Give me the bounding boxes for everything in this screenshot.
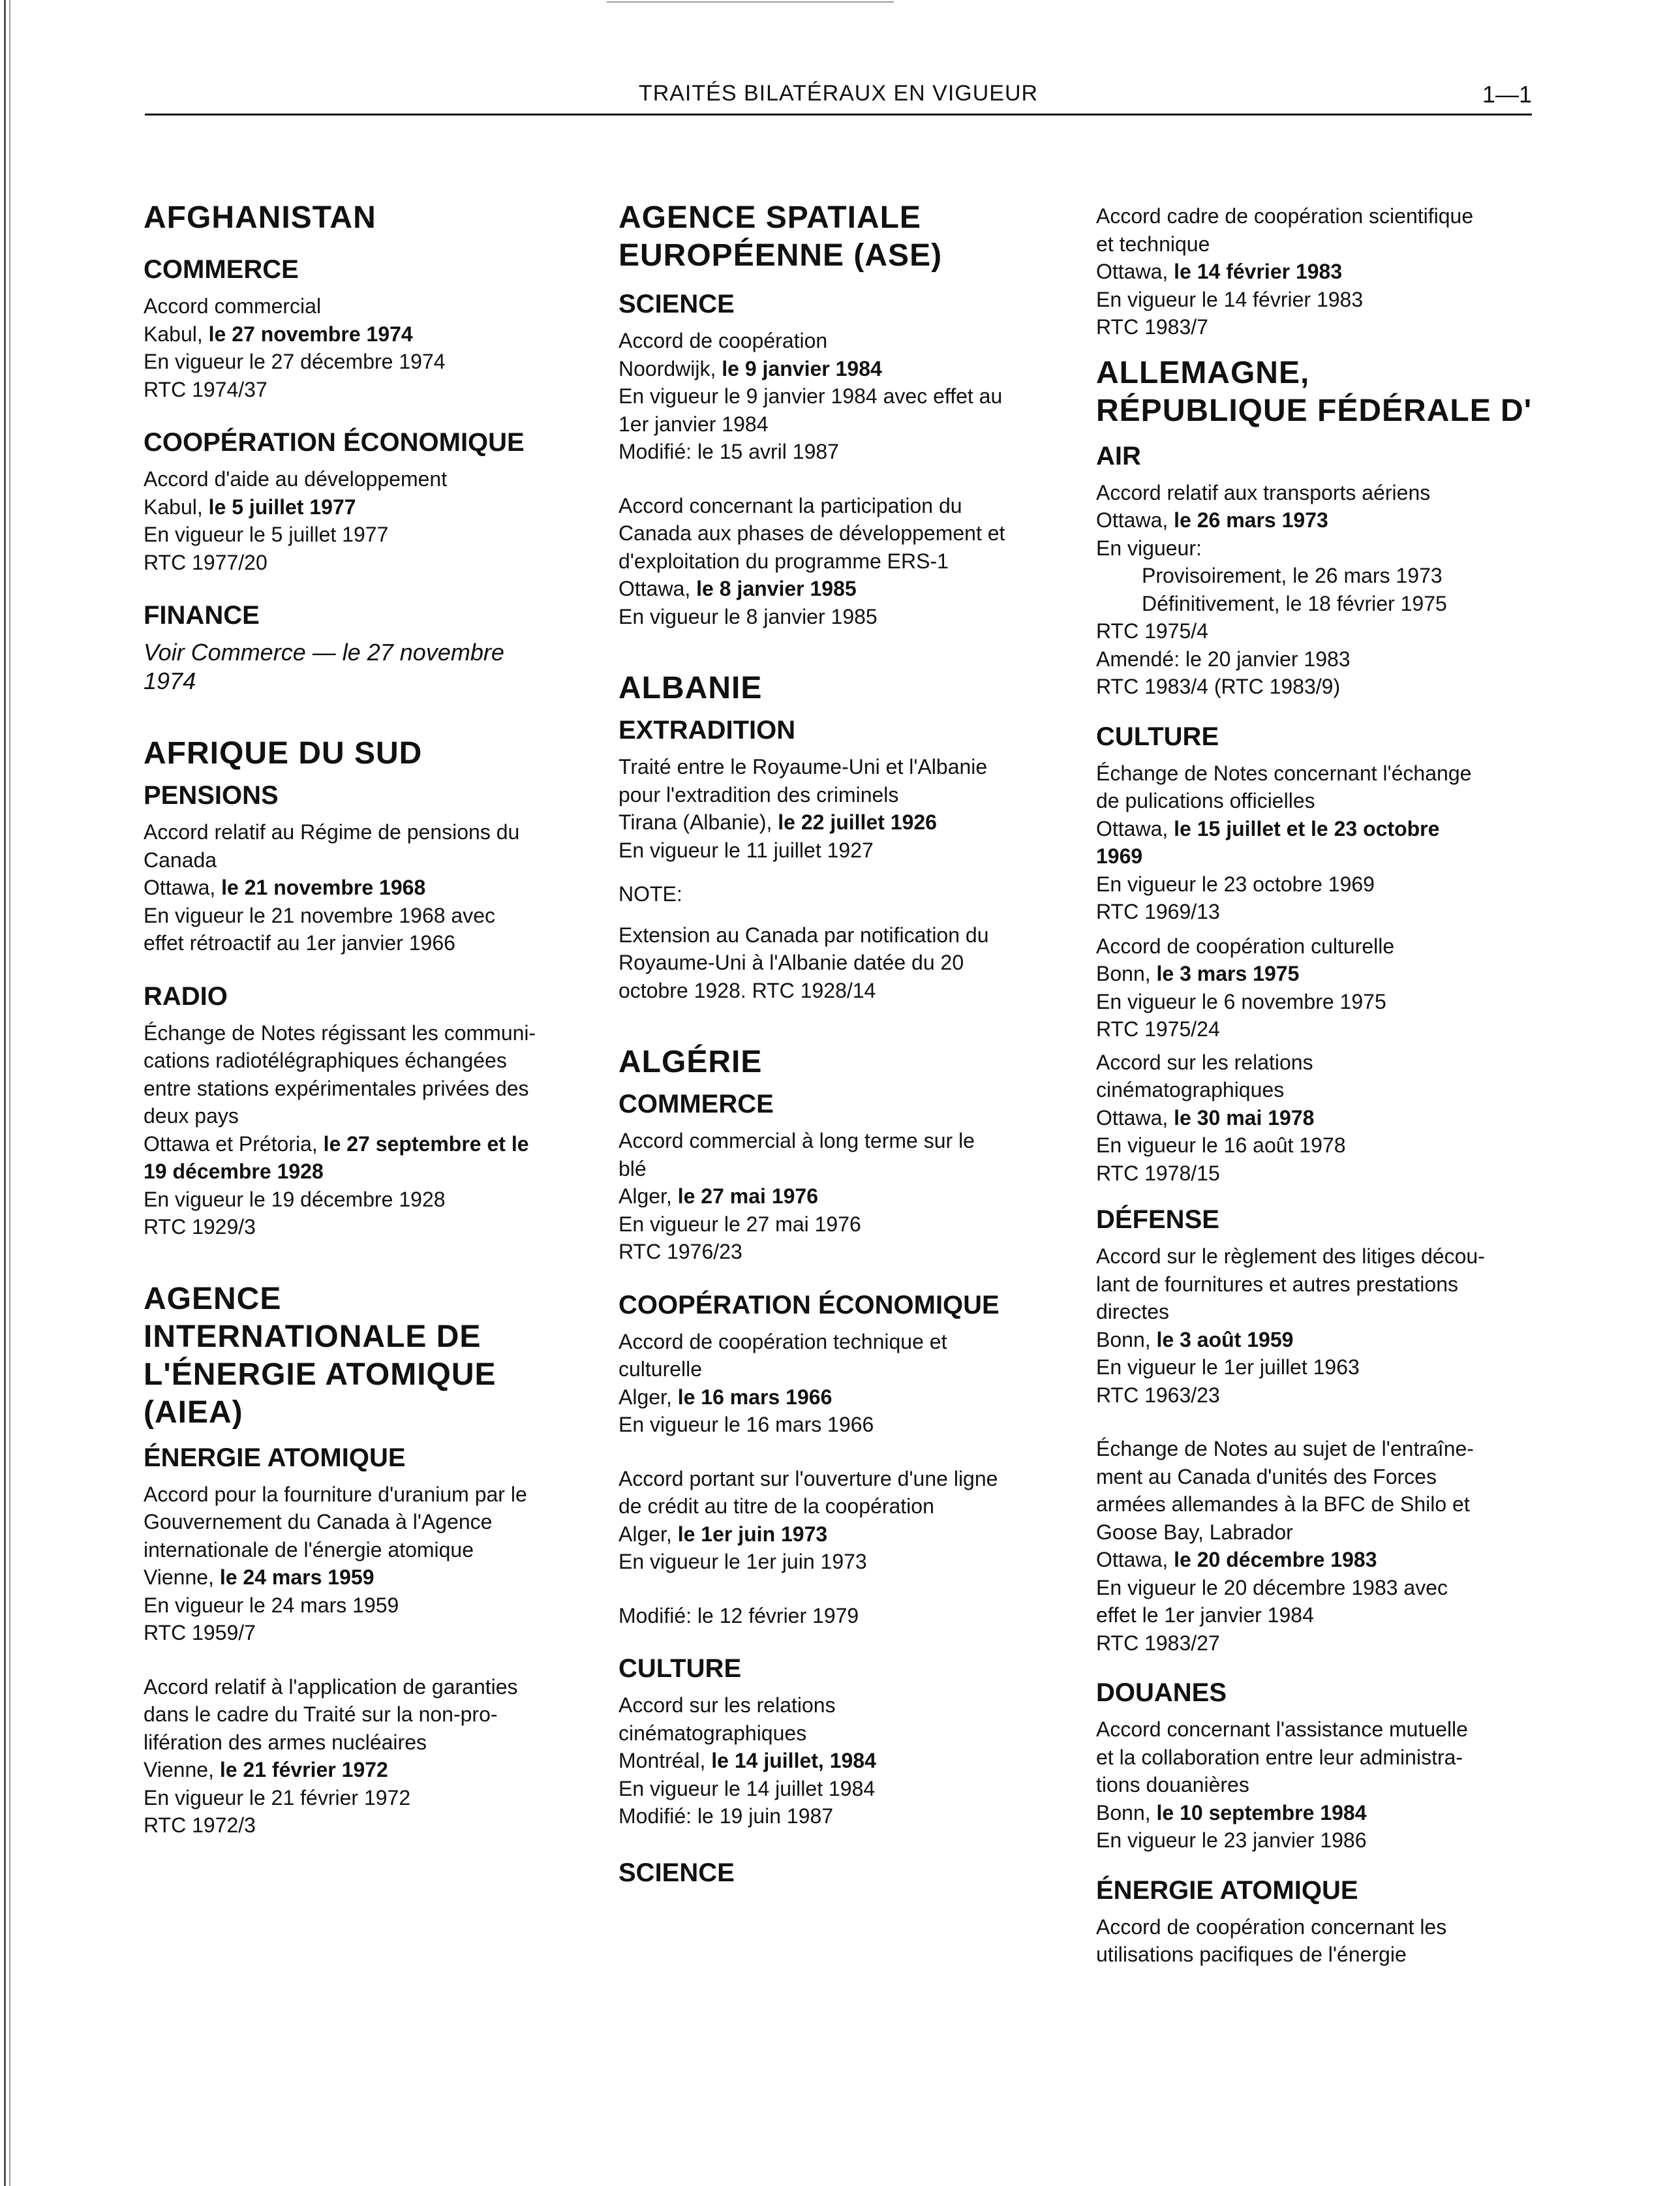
treaty-entry: Accord relatif au Régime de pensions du Canada Ottawa, le 21 novembre 1968 En vigueur le 21 novembre 1968 avec effet rétroactif au 1er janvier 1966	[144, 820, 520, 955]
treaty-entry: Accord cadre de coopération scientifique et technique Ottawa, le 14 février 1983 En vigueur le 14 février 1983 RTC 1983/7	[1096, 204, 1474, 339]
treaty-entry: Accord concernant la participation du Canada aux phases de développement et d'exploitation du programme ERS-1 Ottawa, le 8 janvier 1985 En vigueur le 8 janvier 1985	[619, 493, 1005, 628]
column-3	[1096, 202, 1546, 1969]
treaty-entry: Accord relatif à l'application de garanties dans le cadre du Traité sur la non-pro- lifération des armes nucléaires Vienne, le 21 février 1972 En vigueur le 21 février 1972 RTC 1972/3	[144, 1674, 518, 1837]
treaty-entry: Accord d'aide au développement Kabul, le 5 juillet 1977 En vigueur le 5 juillet 1977 RTC 1977/20	[144, 467, 448, 574]
treaty-entry: Accord de coopération technique et culturelle Alger, le 16 mars 1966 En vigueur le 16 mars 1966	[619, 1329, 947, 1436]
treaty-entry: Accord de coopération Noordwijk, le 9 janvier 1984 En vigueur le 9 janvier 1984 avec effet au 1er janvier 1984 Modifié: le 15 avril 1987	[619, 329, 1003, 463]
treaty-entry: Accord commercial Kabul, le 27 novembre 1974 En vigueur le 27 décembre 1974 RTC 1974/37	[144, 294, 446, 401]
treaty-entry: Accord sur les relations cinématographiques Ottawa, le 30 mai 1978 En vigueur le 16 août 1978 RTC 1978/15	[1096, 1050, 1346, 1185]
country-afrique-du-sud: AFRIQUE DU SUD	[144, 736, 423, 771]
treaty-entry: Échange de Notes concernant l'échange de pulications officielles Ottawa, le 15 juillet et le 23 octobre 1969 En vigueur le 23 octobre 1969 RTC 1969/13	[1096, 761, 1472, 923]
country-albanie: ALBANIE	[619, 671, 763, 705]
running-title: TRAITÉS BILATÉRAUX EN VIGUEUR	[638, 81, 1039, 106]
subject-cooperation-economique: COOPÉRATION ÉCONOMIQUE	[619, 1290, 1000, 1319]
cross-reference: Voir Commerce — le 27 novembre 1974	[144, 639, 504, 694]
country-afghanistan: AFGHANISTAN	[144, 200, 376, 235]
treaty-entry: Accord commercial à long terme sur le blé Alger, le 27 mai 1976 En vigueur le 27 mai 1976 RTC 1976/23	[619, 1129, 975, 1263]
subject-commerce: COMMERCE	[619, 1090, 774, 1118]
treaty-entry: Accord sur le règlement des litiges décou- lant de fournitures et autres prestations directes Bonn, le 3 août 1959 En vigueur le 1er juillet 1963 RTC 1963/23	[1096, 1244, 1485, 1407]
subject-culture: CULTURE	[619, 1654, 742, 1683]
country-aiea: AGENCE INTERNATIONALE DE L'ÉNERGIE ATOMIQUE (AIEA)	[144, 1281, 496, 1430]
treaty-entry: Accord pour la fourniture d'uranium par le Gouvernement du Canada à l'Agence internationale de l'énergie atomique Vienne, le 24 mars 1959 En vigueur le 24 mars 1959 RTC 1959/7	[144, 1482, 527, 1644]
treaty-entry: Échange de Notes au sujet de l'entraîne- ment au Canada d'unités des Forces armées allemandes à la BFC de Shilo et Goose Bay, Labrador Ottawa, le 20 décembre 1983 En vigueur le 20 décembre 1983 avec effet le 1er janvier 1984 RTC 1983/27	[1096, 1437, 1474, 1655]
binding-edge	[4, 0, 10, 2186]
subject-finance: FINANCE	[144, 601, 260, 630]
subject-pensions: PENSIONS	[144, 781, 279, 810]
subject-culture: CULTURE	[1096, 722, 1219, 751]
subject-air: AIR	[1096, 441, 1141, 470]
subject-radio: RADIO	[144, 981, 228, 1011]
treaty-entry: Accord de coopération culturelle Bonn, le 3 mars 1975 En vigueur le 6 novembre 1975 RTC 1975/24	[1096, 934, 1395, 1041]
column-2	[619, 199, 1069, 1889]
subject-commerce: COMMERCE	[144, 255, 299, 284]
subject-extradition: EXTRADITION	[619, 716, 796, 745]
note-text: Extension au Canada par notification du Royaume-Uni à l'Albanie datée du 20 octobre 1928. RTC 1928/14	[619, 923, 989, 1002]
subject-defense: DÉFENSE	[1096, 1205, 1219, 1234]
treaty-entry: Accord sur les relations cinématographiques Montréal, le 14 juillet, 1984 En vigueur le 14 juillet 1984 Modifié: le 19 juin 1987	[619, 1693, 876, 1828]
subject-science: SCIENCE	[619, 1858, 735, 1887]
country-ase: AGENCE SPATIALE EUROPÉENNE (ASE)	[619, 200, 943, 273]
treaty-entry: Accord portant sur l'ouverture d'une ligne de crédit au titre de la coopération Alger, le 1er juin 1973 En vigueur le 1er juin 1973 Modifié: le 12 février 1979	[619, 1466, 998, 1627]
column-1	[144, 199, 594, 1840]
page-header	[145, 81, 1532, 115]
page-number: 1—1	[1482, 81, 1532, 108]
country-allemagne: ALLEMAGNE, RÉPUBLIQUE FÉDÉRALE D'	[1096, 355, 1533, 428]
subject-energie-atomique: ÉNERGIE ATOMIQUE	[144, 1443, 406, 1472]
treaty-entry: Échange de Notes régissant les communi- cations radiotélégraphiques échangées entre stations expérimentales privées des deux pays Ottawa et Prétoria, le 27 septembre et le 19 décembre 1928 En vigueur le 19 décembre 1928 RTC 1929/3	[144, 1021, 536, 1239]
treaty-entry: Accord concernant l'assistance mutuelle et la collaboration entre leur administra- tions douanières Bonn, le 10 septembre 1984 En vigueur le 23 janvier 1986	[1096, 1717, 1468, 1852]
country-algerie: ALGÉRIE	[619, 1045, 763, 1079]
subject-science: SCIENCE	[619, 290, 735, 318]
subject-cooperation-economique: COOPÉRATION ÉCONOMIQUE	[144, 428, 525, 457]
treaty-entry: Traité entre le Royaume-Uni et l'Albanie pour l'extradition des criminels Tirana (Albanie), le 22 juillet 1926 En vigueur le 11 juillet 1927	[619, 755, 988, 862]
scan-top-line	[607, 1, 894, 3]
treaty-entry: Accord relatif aux transports aériens Ottawa, le 26 mars 1973 En vigueur: Provisoirement, le 26 mars 1973 Définitivement, le 18 février 1975 RTC 1975/4 Amendé: le 20 janvier 1983 RTC 1983/4 (RTC 1983/9)	[1096, 480, 1447, 698]
subject-douanes: DOUANES	[1096, 1678, 1227, 1707]
note-label: NOTE:	[619, 882, 682, 906]
treaty-entry: Accord de coopération concernant les utilisations pacifiques de l'énergie	[1096, 1915, 1447, 1966]
subject-energie-atomique: ÉNERGIE ATOMIQUE	[1096, 1875, 1358, 1905]
